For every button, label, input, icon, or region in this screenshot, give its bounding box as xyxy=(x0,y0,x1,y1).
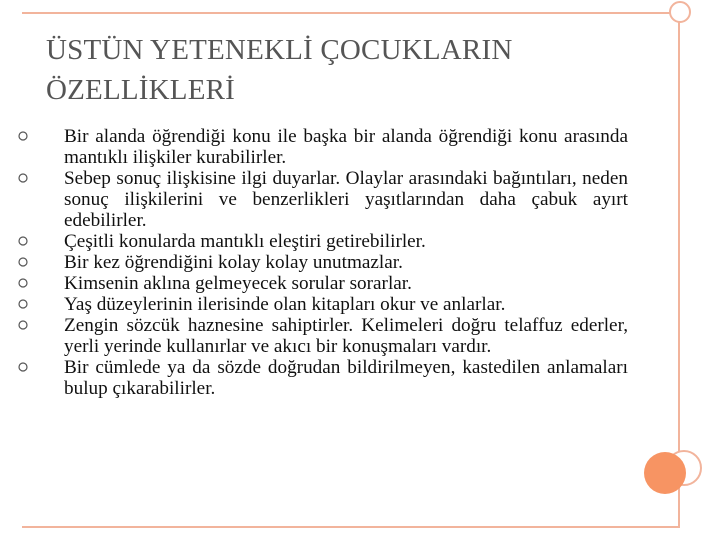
list-item-text: Zengin sözcük haznesine sahiptirler. Kelimeleri doğru telaffuz ederler, yerli yerinde kullanırlar ve akıcı bir konuşmaları vardır. xyxy=(64,315,628,357)
circle-bullet-icon xyxy=(18,173,28,183)
list-item xyxy=(46,168,628,231)
accent-dot xyxy=(644,452,686,494)
list-item xyxy=(46,252,628,273)
circle-bullet-icon xyxy=(18,362,28,372)
circle-bullet-icon xyxy=(18,320,28,330)
title-line-2: ÖZELLİKLERİ xyxy=(46,74,236,106)
circle-bullet-icon xyxy=(18,131,28,141)
list-item xyxy=(46,315,628,357)
page-title xyxy=(46,30,646,110)
list-item xyxy=(46,126,628,168)
circle-bullet-icon xyxy=(18,278,28,288)
list-item-text: Bir alanda öğrendiği konu ile başka bir alanda öğrendiği konu arasında mantıklı ilişkiler kurabilirler. xyxy=(64,126,628,168)
list-item xyxy=(46,357,628,399)
circle-bullet-icon xyxy=(18,257,28,267)
circle-bullet-icon xyxy=(18,236,28,246)
frame-corner-circle xyxy=(669,1,691,23)
list-item-text: Kimsenin aklına gelmeyecek sorular sorarlar. xyxy=(64,273,412,294)
list-item-text: Çeşitli konularda mantıklı eleştiri getirebilirler. xyxy=(64,231,426,252)
list-item xyxy=(46,273,628,294)
list-item-text: Sebep sonuç ilişkisine ilgi duyarlar. Olaylar arasındaki bağıntıları, neden sonuç ilişkilerini ve benzerlikleri yaşıtlarından daha çabuk ayırt edebilirler. xyxy=(64,168,628,231)
list-item-text: Yaş düzeylerinin ilerisinde olan kitapları okur ve anlarlar. xyxy=(64,294,506,315)
circle-bullet-icon xyxy=(18,299,28,309)
list-item xyxy=(46,294,628,315)
list-item-text: Bir cümlede ya da sözde doğrudan bildirilmeyen, kastedilen anlamaları bulup çıkarabilirler. xyxy=(64,357,628,399)
bullet-list xyxy=(46,126,628,399)
list-item-text: Bir kez öğrendiğini kolay kolay unutmazlar. xyxy=(64,252,403,273)
list-item xyxy=(46,231,628,252)
title-line-1: ÜSTÜN YETENEKLİ ÇOCUKLARIN xyxy=(46,34,513,66)
